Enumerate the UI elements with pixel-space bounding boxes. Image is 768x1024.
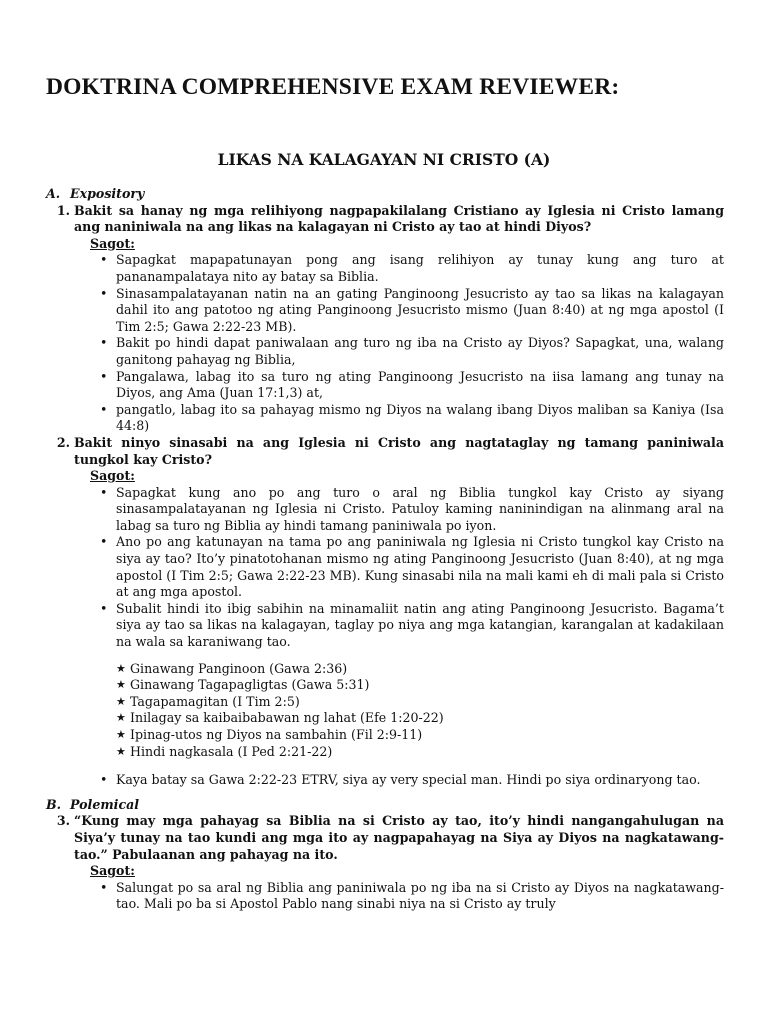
bullet-icon: • xyxy=(100,401,108,417)
bullet-icon: • xyxy=(100,600,108,616)
answer-item: • Pangalawa, labag ito sa turo ng ating Panginoong Jesucristo na iisa lamang ang tunay na Diyos, ang Ama (Juan 17:1,3) at, xyxy=(100,368,724,401)
star-item: ★ Ipinag-utos ng Diyos na sambahin (Fil 2:9-11) xyxy=(116,727,423,742)
answer-label: Sagot: xyxy=(90,863,135,879)
answer-list xyxy=(46,880,724,913)
star-item: ★ Ginawang Panginoon (Gawa 2:36) xyxy=(116,660,348,676)
section-a-label: Expository xyxy=(70,186,145,201)
bullet-icon: • xyxy=(100,252,108,268)
question-text: Bakit ninyo sinasabi na ang Iglesia ni Cristo ang nagtataglay ng tamang paniniwala tungkol kay Cristo? xyxy=(74,434,724,467)
answer-list xyxy=(46,772,724,789)
answer-label: Sagot: xyxy=(90,468,135,484)
section-b-letter: B. xyxy=(46,796,62,812)
bullet-icon: • xyxy=(100,879,108,895)
answer-item: • Bakit po hindi dapat paniwalaan ang turo ng iba na Cristo ay Diyos? Sapagkat, una, walang ganitong pahayag ng Biblia, xyxy=(100,335,724,367)
bullet-icon: • xyxy=(100,484,108,500)
star-item: ★ Inilagay sa kaibaibabawan ng lahat (Efe 1:20-22) xyxy=(116,710,444,726)
bullet-icon: • xyxy=(100,335,108,351)
star-icon: ★ xyxy=(116,678,126,692)
bullet-icon: • xyxy=(100,772,108,788)
star-item: ★ Ginawang Tagapagligtas (Gawa 5:31) xyxy=(116,677,370,693)
question-1 xyxy=(46,203,724,236)
star-list xyxy=(116,661,724,761)
star-icon: ★ xyxy=(116,694,126,708)
answer-item: • Salungat po sa aral ng Biblia ang paniniwala po ng iba na si Cristo ay Diyos na nagkatawang-tao. Mali po ba si Apostol Pablo nang sinabi niya na si Cristo ay truly xyxy=(100,879,724,912)
question-text: “Kung may mga pahayag sa Biblia na si Cristo ay tao, ito’y hindi nangangahulugan na Siya’y tunay na tao kundi ang mga ito ay nagpapahayag na Siya ay Diyos na nagkatawang-tao.” Pabulaanan ang pahayag na ito. xyxy=(74,813,724,862)
answer-item: • Ano po ang katunayan na tama po ang paniniwala ng Iglesia ni Cristo tungkol kay Cristo na siya ay tao? Ito’y pinatotohanan mismo ng ating Panginoong Jesucristo (Juan 8:40), at ng mga apostol (I Tim 2:5; Gawa 2:22-23 MB). Kung sinasabi nila na mali kami eh di mali pala si Cristo at ang mga apostol. xyxy=(100,534,724,600)
bullet-icon: • xyxy=(100,534,108,550)
answer-item: • Kaya batay sa Gawa 2:22-23 ETRV, siya ay very special man. Hindi po siya ordinaryong tao. xyxy=(100,772,701,788)
question-3 xyxy=(46,813,724,863)
answer-list xyxy=(46,252,724,435)
bullet-icon: • xyxy=(100,368,108,384)
answer-item: • Subalit hindi ito ibig sabihin na minamaliit natin ang ating Panginoong Jesucristo. Bagama’t siya ay tao sa likas na kalagayan, taglay po niya ang mga katangian, karangalan at kadakilaan na wala sa karaniwang tao. xyxy=(100,600,724,650)
answer-item: • Sapagkat kung ano po ang turo o aral ng Biblia tungkol kay Cristo ay siyang sinasampalatayanan ng Iglesia ni Cristo. Patuloy kaming naninindigan na alinmang aral na labag sa turo ng Biblia ay hindi tamang paniniwala po iyon. xyxy=(100,484,724,533)
question-2 xyxy=(46,435,724,468)
section-b-label: Polemical xyxy=(70,796,140,812)
answer-list xyxy=(46,485,724,651)
star-icon: ★ xyxy=(116,711,126,725)
page-title: DOKTRINA COMPREHENSIVE EXAM REVIEWER: xyxy=(46,74,620,100)
section-a-letter: A. xyxy=(46,186,61,201)
star-item: ★ Hindi nagkasala (I Ped 2:21-22) xyxy=(116,743,333,759)
star-icon: ★ xyxy=(116,728,126,741)
document-body xyxy=(46,186,724,913)
section-b-heading xyxy=(46,797,724,814)
question-number: 2. xyxy=(56,434,70,450)
question-text: Bakit sa hanay ng mga relihiyong nagpapakilalang Cristiano ay Iglesia ni Cristo lamang ang naniniwala na ang likas na kalagayan ni Cristo ay tao at hindi Diyos? xyxy=(74,202,724,235)
star-icon: ★ xyxy=(116,661,126,675)
answer-item: • Sapagkat mapapatunayan pong ang isang relihiyon ay tunay kung ang turo at pananampalataya nito ay batay sa Biblia. xyxy=(100,252,724,284)
question-number: 3. xyxy=(56,813,70,829)
section-a-heading xyxy=(46,186,724,203)
answer-item: • pangatlo, labag ito sa pahayag mismo ng Diyos na walang ibang Diyos maliban sa Kaniya (Isa 44:8) xyxy=(100,401,724,434)
section-title: LIKAS NA KALAGAYAN NI CRISTO (A) xyxy=(217,150,551,169)
star-icon: ★ xyxy=(116,744,126,758)
answer-label: Sagot: xyxy=(90,235,135,251)
question-number: 1. xyxy=(56,202,70,218)
star-item: ★ Tagapamagitan (I Tim 2:5) xyxy=(116,693,300,709)
bullet-icon: • xyxy=(100,285,108,301)
answer-item: • Sinasampalatayanan natin na an gating Panginoong Jesucristo ay tao sa likas na kalagayan dahil ito ang patotoo ng ating Panginoong Jesucristo mismo (Juan 8:40) at ng mga apostol (I Tim 2:5; Gawa 2:22-23 MB). xyxy=(100,285,724,334)
